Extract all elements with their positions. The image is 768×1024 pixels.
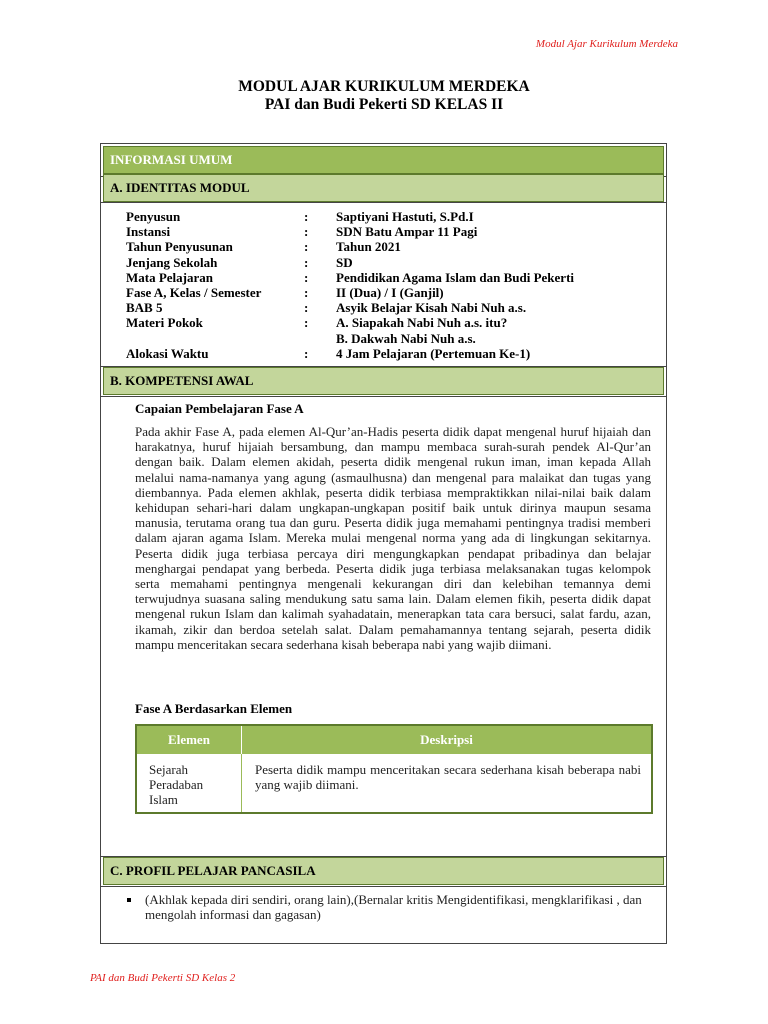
identity-value: II (Dua) / I (Ganjil) [336, 285, 444, 301]
title-line-2: PAI dan Budi Pekerti SD KELAS II [264, 96, 504, 113]
elemen-table [135, 724, 653, 814]
identity-colon: : [304, 224, 309, 240]
title-line-1: MODUL AJAR KURIKULUM MERDEKA [238, 78, 530, 95]
identity-key: Instansi [126, 224, 171, 240]
list-item [123, 892, 643, 922]
identity-key: Penyusun [126, 209, 181, 224]
identity-value: Pendidikan Agama Islam dan Budi Pekerti [336, 269, 575, 285]
identity-colon [304, 331, 336, 346]
fase-title: Fase A Berdasarkan Elemen [135, 701, 293, 716]
identity-key: Mata Pelajaran [126, 269, 214, 285]
divider [101, 396, 666, 397]
running-header: Modul Ajar Kurikulum Merdeka [535, 38, 678, 50]
identity-colon: : [304, 345, 309, 361]
identity-row [126, 270, 574, 285]
running-footer: PAI dan Budi Pekerti SD Kelas 2 [90, 972, 236, 984]
bullet-icon [127, 898, 131, 902]
table-header-elemen: Elemen [137, 726, 241, 754]
identity-colon: : [304, 254, 309, 270]
identity-row [126, 331, 574, 346]
identity-value: SDN Batu Ampar 11 Pagi [336, 224, 478, 240]
section-c-heading: C. PROFIL PELAJAR PANCASILA [103, 857, 664, 885]
informasi-umum-heading: INFORMASI UMUM [103, 146, 664, 174]
identity-row [126, 285, 574, 300]
identity-colon: : [304, 285, 309, 301]
identity-row [126, 255, 574, 270]
identity-row [126, 239, 574, 254]
identity-colon: : [304, 209, 309, 224]
section-a-heading: A. IDENTITAS MODUL [103, 174, 664, 202]
capaian-paragraph: Pada akhir Fase A, pada elemen Al-Qur’an-Hadis peserta didik dapat mengenal huruf hijaiah dan harakatnya, huruf hijaiah bersambung, dan mampu membaca surah-surah pendek Al-Qur’an dengan baik. Dalam elemen akidah, peserta didik mengenal rukun iman, iman kepada Allah melalui nama-namanya yang agung (asmaulhusna) dan mengenal para malaikat dan tugas yang diembannya. Pada elemen akhlak, peserta didik terbiasa mempraktikkan nilai-nilai baik dalam kehidupan sehari-hari dalam ungkapan-ungkapan positif baik untuk dirinya maupun sesama manusia, terutama orang tua dan guru. Peserta didik juga memahami pentingnya tradisi memberi dalam ajaran agama Islam. Mereka mulai mengenal norma yang ada di lingkungan sekitarnya. Peserta didik juga terbiasa percaya diri mengungkapkan pendapat pribadinya dan belajar menghargai pendapat yang berbeda. Peserta didik juga terbiasa melaksanakan tugas kelompok serta memahami pentingnya mengenali kekurangan diri dan kelebihan temannya demi terwujudnya suasana saling mendukung satu sama lain. Dalam elemen fikih, peserta didik dapat mengenal rukun Islam dan kalimah syahadatain, menerapkan tata cara bersuci, salat fardu, azan, ikamah, zikir dan berdoa setelah salat. Dalam pemahamannya tentang sejarah, peserta didik mampu menceritakan secara sederhana kisah beberapa nabi yang wajib diimani. [135, 424, 651, 652]
identity-row [126, 224, 574, 239]
capaian-title: Capaian Pembelajaran Fase A [135, 401, 304, 416]
identity-value: SD [336, 254, 353, 270]
identity-colon: : [304, 315, 309, 331]
divider [101, 886, 666, 887]
table-cell-deskripsi: Peserta didik mampu menceritakan secara sederhana kisah beberapa nabi yang wajib diimani. [255, 762, 641, 793]
list-item-text: (Akhlak kepada diri sendiri, orang lain),(Bernalar kritis Mengidentifikasi, mengklarifikasi , dan mengolah informasi dan gagasan) [145, 892, 642, 923]
table-header-deskripsi: Deskripsi [242, 726, 651, 754]
identity-colon: : [304, 269, 309, 285]
identity-value: Tahun 2021 [336, 239, 401, 255]
identity-value: B. Dakwah Nabi Nuh a.s. [336, 330, 476, 346]
identity-key: Alokasi Waktu [126, 345, 209, 361]
identity-key [126, 331, 304, 346]
identity-colon: : [304, 239, 309, 255]
section-b-heading: B. KOMPETENSI AWAL [103, 367, 664, 395]
identity-colon: : [304, 300, 309, 316]
identitas-modul-list [126, 209, 574, 361]
identity-key: BAB 5 [126, 300, 163, 316]
divider [101, 202, 666, 203]
module-frame [100, 143, 667, 944]
identity-value: Saptiyani Hastuti, S.Pd.I [336, 209, 474, 224]
identity-row [126, 300, 574, 315]
document-title [0, 78, 768, 114]
identity-key: Tahun Penyusunan [126, 239, 233, 255]
table-column-divider [241, 754, 242, 812]
identity-row [126, 209, 574, 224]
identity-key: Fase A, Kelas / Semester [126, 285, 262, 301]
identity-value: A. Siapakah Nabi Nuh a.s. itu? [336, 315, 508, 331]
identity-key: Jenjang Sekolah [126, 254, 218, 270]
identity-row [126, 346, 574, 361]
identity-value: 4 Jam Pelajaran (Pertemuan Ke-1) [336, 345, 531, 361]
identity-key: Materi Pokok [126, 315, 203, 331]
identity-row [126, 315, 574, 330]
table-cell-elemen: Sejarah Peradaban Islam [149, 762, 204, 808]
identity-value: Asyik Belajar Kisah Nabi Nuh a.s. [336, 300, 527, 316]
